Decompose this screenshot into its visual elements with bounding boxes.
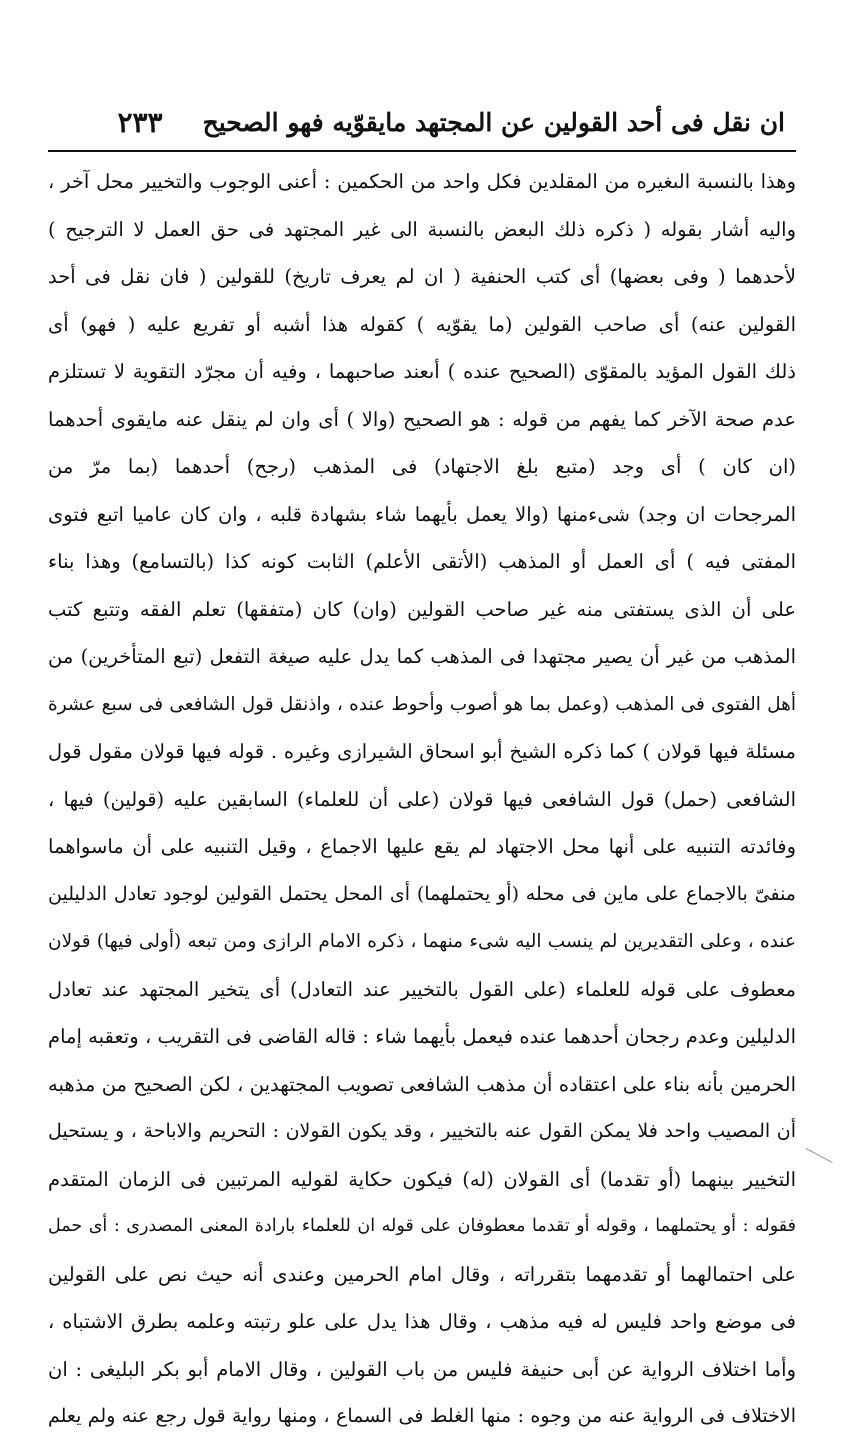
text-line: على احتمالهما أو تقدمهما بتقرراته ، وقال امام الحرمين وعندى أنه حيث نص على القولين	[48, 1262, 796, 1286]
text-line: عنده ، وعلى التقديرين لم ينسب اليه شىء منهما ، ذكره الامام الرازى ومن تبعه (أولى فيها) قولان	[48, 931, 796, 952]
text-line: الشافعى (حمل) قول الشافعى فيها قولان (على أن للعلماء) السابقين عليه (قولين) فيها ،	[48, 787, 796, 811]
text-line: منفىّ بالاجماع على ماين فى محله (أو يحتملهما) أى المحل يحتمل القولين لوجود تعادل الدليلين	[48, 882, 796, 905]
text-line: وهذا بالنسبة الىغيره من المقلدين فكل واحد من الحكمين : أعنى الوجوب والتخيير محل آخر ،	[48, 170, 796, 193]
running-title: ان نقل فى أحد القولين عن المجتهد مايقوّيه فهو الصحيح	[202, 107, 785, 137]
text-line: واليه أشار بقوله ( ذكره ذلك البعض بالنسبة الى غير المجتهد فى حق العمل لا الترجيح )	[48, 217, 796, 241]
text-line: عدم صحة الآخر كما يفهم من قوله : هو الصحيح (والا ) أى وان لم ينقل عنه مايقوى أحدهما	[48, 407, 796, 431]
text-line: مسئلة فيها قولان ) كما ذكره الشيخ أبو اسحاق الشيرازى وغيره . قوله فيها قولان مقول قول	[48, 740, 796, 763]
text-line: الاختلاف فى الرواية عنه من وجوه : منها الغلط فى السماع ، ومنها رواية قول رجع عنه ولم يعلم	[48, 1405, 796, 1427]
text-line: لأحدهما ( وفى بعضها) أى كتب الحنفية ( ان لم يعرف تاريخ) للقولين ( فان نقل فى أحد	[48, 265, 796, 288]
text-line: المرجحات ان وجد) شىءمنها (والا يعمل بأيهما شاء بشهادة قلبه ، وان كان عاميا اتبع فتوى	[48, 502, 796, 526]
text-line: فقوله : أو يحتملهما ، وقوله أو تقدما معطوفان على قوله ان للعلماء بارادة المعنى المصدرى : أى حمل	[48, 1216, 796, 1236]
text-line: ذلك القول المؤيد بالمقوّى (الصحيح عنده ) أىعند صاحبهما ، وفيه أن مجرّد التقوية لا تستلزم	[48, 360, 796, 383]
text-line: الدليلين وعدم رجحان أحدهما عنده فيعمل بأيهما شاء : قاله القاضى فى التقريب ، وتعقبه إمام	[48, 1025, 796, 1048]
text-line: وفائدته التنبيه على أنها محل الاجتهاد لم يقع عليها الاجماع ، وقيل التنبيه على أن ماسواهما	[48, 835, 796, 858]
running-head	[50, 96, 795, 148]
text-line: أن المصيب واحد فلا يمكن القول عنه بالتخيير ، وقد يكون القولان : التحريم والاباحة ، و يستحيل	[48, 1120, 796, 1142]
text-line: معطوف على قوله للعلماء (على القول بالتخيير عند التعادل) أى يتخير المجتهد عند تعادل	[48, 977, 796, 1001]
text-line: (ان كان ) أى وجد (متبع بلغ الاجتهاد) فى المذهب (رجح) أحدهما (بما مرّ من	[48, 455, 796, 478]
text-line: فى موضع واحد فليس له فيه مذهب ، وقال هذا يدل على علو رتبته وعلمه بطرق الاشتباه ،	[48, 1310, 796, 1333]
text-line: المذهب من غير أن يصير مجتهدا فى المذهب كما يدل عليه صيغة التفعل (تبع المتأخرين) من	[48, 645, 796, 668]
text-line: أهل الفتوى فى المذهب (وعمل بما هو أصوب وأحوط عنده ، واذنقل قول الشافعى فى سبع عشرة	[48, 693, 796, 715]
header-rule	[48, 150, 796, 152]
text-line: وأما اختلاف الرواية عن أبى حنيفة فليس من باب القولين ، وقال الامام أبو بكر البليغى : ان	[48, 1357, 796, 1381]
text-line: الحرمين بأنه بناء على اعتقاده أن مذهب الشافعى تصويب المجتهدين ، لكن الصحيح من مذهبه	[48, 1072, 796, 1096]
text-line: القولين عنه) أى صاحب القولين (ما يقوّيه ) كقوله هذا أشبه أو تفريع عليه ( فهو) أى	[48, 312, 796, 336]
text-line: على أن الذى يستفتى منه غير صاحب القولين (وان) كان (متفقها) تعلم الفقه وتتبع كتب	[48, 597, 796, 621]
page-number: ٢٣٣	[117, 105, 163, 139]
margin-mark	[806, 1148, 833, 1163]
text-line: المفتى فيه ) أى العمل أو المذهب (الأتقى الأعلم) الثابت كونه كذا (بالتسامع) وهذا بناء	[48, 550, 796, 573]
body-text	[48, 158, 796, 1441]
text-line: التخيير بينهما (أو تقدما) أى القولان (له) فيكون حكاية لقوليه المرتبين فى الزمان المتقدم	[48, 1167, 796, 1191]
